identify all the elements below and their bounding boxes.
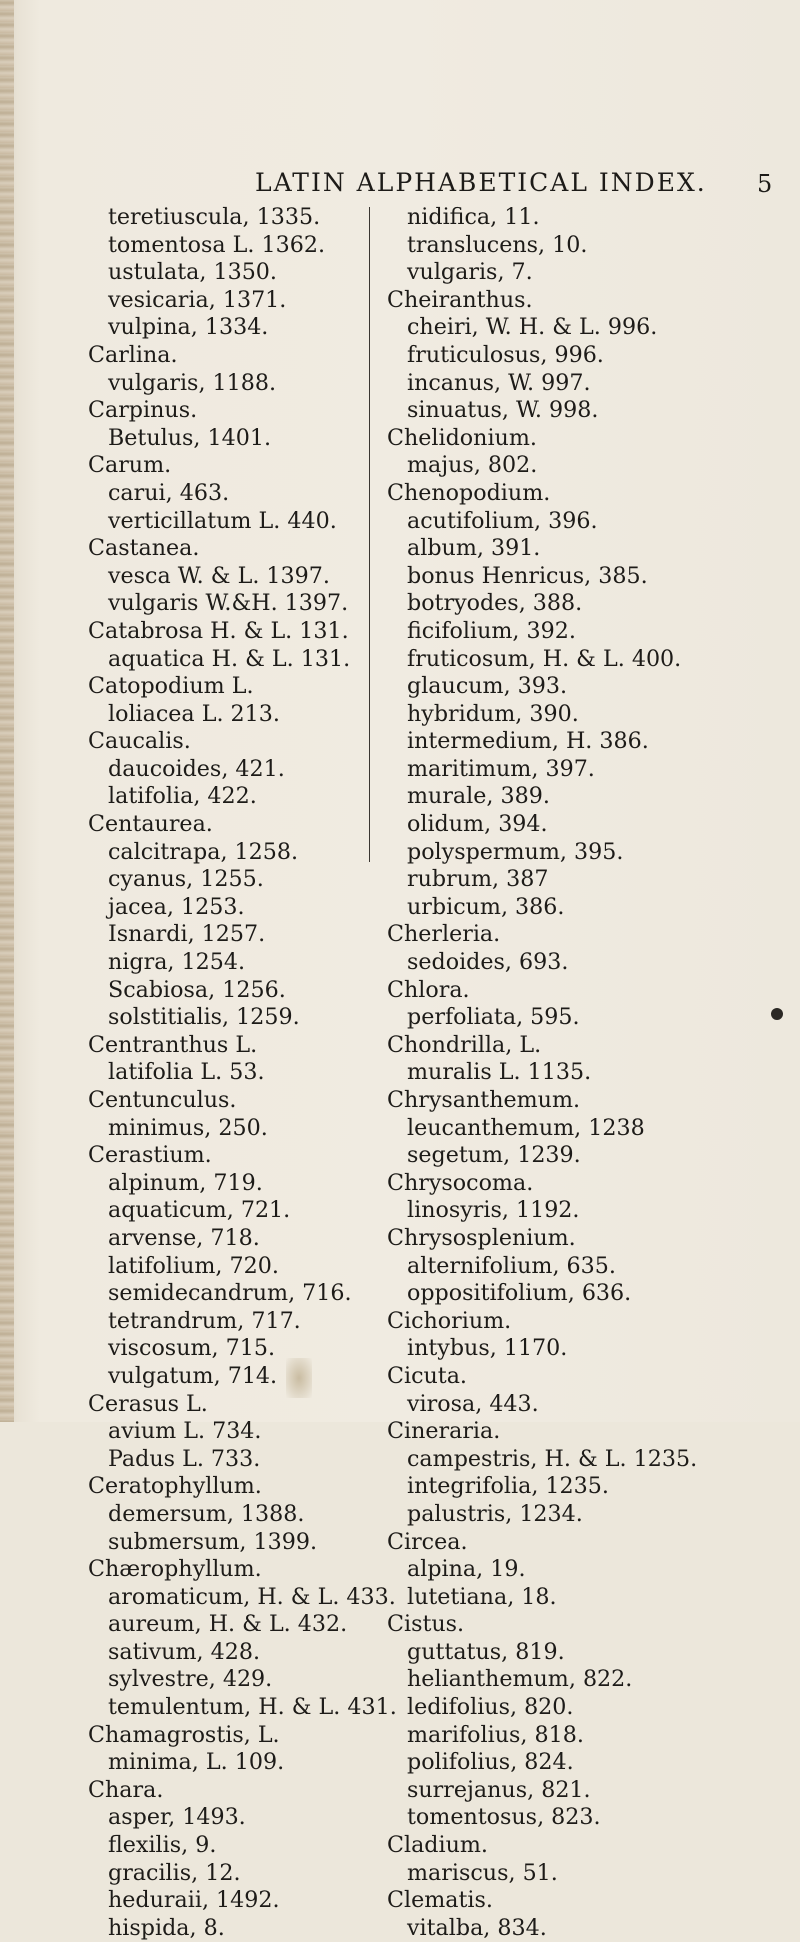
index-genus-heading: Cheiranthus. bbox=[387, 286, 533, 313]
index-species-entry: vulgaris, 7. bbox=[407, 259, 533, 286]
index-species-entry: vulgaris W.&H. 1397. bbox=[108, 590, 349, 617]
index-species-entry: tomentosa L. 1362. bbox=[108, 231, 326, 258]
page-binding-edge bbox=[0, 0, 14, 1422]
index-species-entry: minima, L. 109. bbox=[108, 1749, 285, 1776]
index-genus-heading: Cineraria. bbox=[387, 1418, 501, 1445]
ink-blot bbox=[771, 1008, 783, 1020]
index-species-entry: murale, 389. bbox=[407, 783, 550, 810]
index-genus-heading: Centranthus L. bbox=[88, 1031, 258, 1058]
index-species-entry: marifolius, 818. bbox=[407, 1721, 584, 1748]
index-species-entry: aromaticum, H. & L. 433. bbox=[108, 1583, 396, 1610]
right-index-column bbox=[387, 204, 787, 1942]
index-genus-heading: Chrysanthemum. bbox=[387, 1087, 581, 1113]
index-genus-heading: Centunculus. bbox=[88, 1087, 237, 1113]
index-species-entry: vesicaria, 1371. bbox=[108, 286, 287, 313]
index-species-entry: asper, 1493. bbox=[108, 1804, 246, 1831]
index-genus-heading: Chærophyllum. bbox=[88, 1556, 262, 1583]
index-species-entry: sativum, 428. bbox=[108, 1638, 260, 1665]
index-species-entry: sedoides, 693. bbox=[407, 949, 569, 976]
index-genus-heading: Carlina. bbox=[88, 341, 178, 368]
index-species-entry: tetrandrum, 717. bbox=[108, 1307, 301, 1334]
index-species-entry: fruticulosus, 996. bbox=[407, 341, 604, 368]
index-species-entry: vulgatum, 714. bbox=[108, 1362, 278, 1389]
index-species-entry: temulentum, H. & L. 431. bbox=[108, 1694, 397, 1721]
index-genus-heading: Chondrilla, L. bbox=[387, 1031, 542, 1058]
index-species-entry: album, 391. bbox=[407, 535, 541, 562]
index-species-entry: lutetiana, 18. bbox=[407, 1583, 557, 1610]
index-genus-heading: Cherleria. bbox=[387, 921, 501, 948]
index-species-entry: polyspermum, 395. bbox=[407, 838, 624, 865]
index-species-entry: minimus, 250. bbox=[108, 1114, 268, 1141]
index-species-entry: cheiri, W. H. & L. 996. bbox=[407, 314, 658, 341]
index-genus-heading: Catabrosa H. & L. 131. bbox=[88, 617, 349, 644]
index-species-entry: alpina, 19. bbox=[407, 1556, 526, 1583]
index-species-entry: vulpina, 1334. bbox=[108, 314, 269, 341]
index-species-entry: calcitrapa, 1258. bbox=[108, 838, 299, 865]
index-genus-heading: Chlora. bbox=[387, 976, 470, 1003]
index-species-entry: mariscus, 51. bbox=[407, 1859, 558, 1886]
index-genus-heading: Catopodium L. bbox=[88, 673, 254, 700]
index-genus-heading: Cerasus L. bbox=[88, 1390, 208, 1417]
index-species-entry: solstitialis, 1259. bbox=[108, 1004, 300, 1031]
index-genus-heading: Chelidonium. bbox=[387, 424, 537, 451]
index-species-entry: Isnardi, 1257. bbox=[108, 921, 266, 948]
index-species-entry: campestris, H. & L. 1235. bbox=[407, 1445, 698, 1472]
index-species-entry: oppositifolium, 636. bbox=[407, 1280, 632, 1307]
index-species-entry: translucens, 10. bbox=[407, 231, 588, 258]
index-species-entry: polifolius, 824. bbox=[407, 1749, 574, 1776]
index-species-entry: ficifolium, 392. bbox=[407, 617, 576, 644]
index-species-entry: avium L. 734. bbox=[108, 1418, 262, 1445]
index-species-entry: teretiuscula, 1335. bbox=[108, 204, 321, 230]
index-species-entry: vesca W. & L. 1397. bbox=[108, 562, 330, 589]
index-species-entry: majus, 802. bbox=[407, 452, 538, 479]
index-genus-heading: Chrysocoma. bbox=[387, 1169, 534, 1196]
index-species-entry: sinuatus, W. 998. bbox=[407, 397, 599, 424]
left-index-column bbox=[78, 204, 397, 1942]
index-species-entry: hybridum, 390. bbox=[407, 700, 579, 727]
index-genus-heading: Cichorium. bbox=[387, 1307, 512, 1334]
index-species-entry: alternifolium, 635. bbox=[407, 1252, 616, 1279]
index-genus-heading: Carum. bbox=[88, 452, 172, 479]
index-species-entry: palustris, 1234. bbox=[407, 1500, 583, 1527]
index-species-entry: nidifica, 11. bbox=[407, 204, 540, 230]
index-species-entry: fruticosum, H. & L. 400. bbox=[407, 645, 682, 672]
index-species-entry: integrifolia, 1235. bbox=[407, 1473, 609, 1500]
index-genus-heading: Chamagrostis, L. bbox=[88, 1721, 280, 1748]
index-genus-heading: Cladium. bbox=[387, 1832, 488, 1859]
index-species-entry: aquatica H. & L. 131. bbox=[108, 645, 351, 672]
index-species-entry: Padus L. 733. bbox=[108, 1445, 261, 1472]
index-genus-heading: Cicuta. bbox=[387, 1362, 467, 1389]
index-species-entry: ledifolius, 820. bbox=[407, 1694, 574, 1721]
index-species-entry: carui, 463. bbox=[108, 479, 230, 506]
index-species-entry: latifolium, 720. bbox=[108, 1252, 279, 1279]
index-species-entry: submersum, 1399. bbox=[108, 1528, 317, 1555]
index-species-entry: acutifolium, 396. bbox=[407, 507, 598, 534]
index-genus-heading: Cerastium. bbox=[88, 1142, 212, 1169]
index-genus-heading: Ceratophyllum. bbox=[88, 1473, 262, 1500]
index-species-entry: guttatus, 819. bbox=[407, 1638, 565, 1665]
index-species-entry: tomentosus, 823. bbox=[407, 1804, 601, 1831]
index-genus-heading: Circea. bbox=[387, 1528, 468, 1555]
index-genus-heading: Chenopodium. bbox=[387, 479, 551, 506]
index-species-entry: linosyris, 1192. bbox=[407, 1197, 580, 1224]
index-species-entry: arvense, 718. bbox=[108, 1224, 260, 1251]
index-species-entry: loliacea L. 213. bbox=[108, 700, 280, 727]
index-species-entry: demersum, 1388. bbox=[108, 1500, 305, 1527]
index-genus-heading: Caucalis. bbox=[88, 728, 191, 755]
index-species-entry: maritimum, 397. bbox=[407, 755, 595, 782]
index-species-entry: hispida, 8. bbox=[108, 1914, 225, 1941]
index-species-entry: surrejanus, 821. bbox=[407, 1776, 591, 1803]
index-genus-heading: Castanea. bbox=[88, 535, 200, 562]
index-species-entry: semidecandrum, 716. bbox=[108, 1280, 352, 1307]
index-species-entry: verticillatum L. 440. bbox=[108, 507, 337, 534]
index-species-entry: heduraii, 1492. bbox=[108, 1887, 280, 1914]
index-species-entry: bonus Henricus, 385. bbox=[407, 562, 648, 589]
index-species-entry: aquaticum, 721. bbox=[108, 1197, 291, 1224]
index-species-entry: olidum, 394. bbox=[407, 811, 548, 838]
index-species-entry: alpinum, 719. bbox=[108, 1169, 263, 1196]
paper-stain bbox=[286, 1358, 312, 1398]
index-species-entry: cyanus, 1255. bbox=[108, 866, 264, 893]
index-species-entry: Scabiosa, 1256. bbox=[108, 976, 286, 1003]
index-species-entry: incanus, W. 997. bbox=[407, 369, 591, 396]
index-species-entry: viscosum, 715. bbox=[108, 1335, 276, 1362]
index-species-entry: flexilis, 9. bbox=[108, 1832, 217, 1859]
index-species-entry: jacea, 1253. bbox=[108, 893, 245, 920]
index-species-entry: virosa, 443. bbox=[407, 1390, 539, 1417]
index-species-entry: leucanthemum, 1238 bbox=[407, 1114, 645, 1141]
index-species-entry: intermedium, H. 386. bbox=[407, 728, 649, 755]
index-species-entry: urbicum, 386. bbox=[407, 893, 565, 920]
index-species-entry: nigra, 1254. bbox=[108, 949, 246, 976]
index-species-entry: helianthemum, 822. bbox=[407, 1666, 633, 1693]
index-genus-heading: Cistus. bbox=[387, 1611, 465, 1638]
page-title: LATIN ALPHABETICAL INDEX. bbox=[255, 168, 707, 197]
index-genus-heading: Clematis. bbox=[387, 1887, 493, 1914]
index-species-entry: vitalba, 834. bbox=[407, 1914, 547, 1941]
index-species-entry: segetum, 1239. bbox=[407, 1142, 581, 1169]
index-species-entry: aureum, H. & L. 432. bbox=[108, 1611, 348, 1638]
page-number: 5 bbox=[757, 170, 773, 198]
index-species-entry: botryodes, 388. bbox=[407, 590, 583, 617]
index-species-entry: daucoides, 421. bbox=[108, 755, 285, 782]
index-species-entry: muralis L. 1135. bbox=[407, 1059, 592, 1086]
index-species-entry: intybus, 1170. bbox=[407, 1335, 568, 1362]
index-genus-heading: Carpinus. bbox=[88, 397, 198, 424]
index-species-entry: perfoliata, 595. bbox=[407, 1004, 580, 1031]
index-genus-heading: Centaurea. bbox=[88, 811, 213, 838]
column-divider bbox=[369, 207, 370, 862]
index-species-entry: ustulata, 1350. bbox=[108, 259, 277, 286]
index-species-entry: vulgaris, 1188. bbox=[108, 369, 277, 396]
index-species-entry: glaucum, 393. bbox=[407, 673, 568, 700]
index-species-entry: Betulus, 1401. bbox=[108, 424, 272, 451]
index-species-entry: sylvestre, 429. bbox=[108, 1666, 273, 1693]
index-genus-heading: Chrysosplenium. bbox=[387, 1224, 576, 1251]
index-species-entry: rubrum, 387 bbox=[407, 866, 549, 893]
index-genus-heading: Chara. bbox=[88, 1776, 164, 1803]
index-species-entry: latifolia L. 53. bbox=[108, 1059, 265, 1086]
index-species-entry: latifolia, 422. bbox=[108, 783, 257, 810]
index-species-entry: gracilis, 12. bbox=[108, 1859, 241, 1886]
